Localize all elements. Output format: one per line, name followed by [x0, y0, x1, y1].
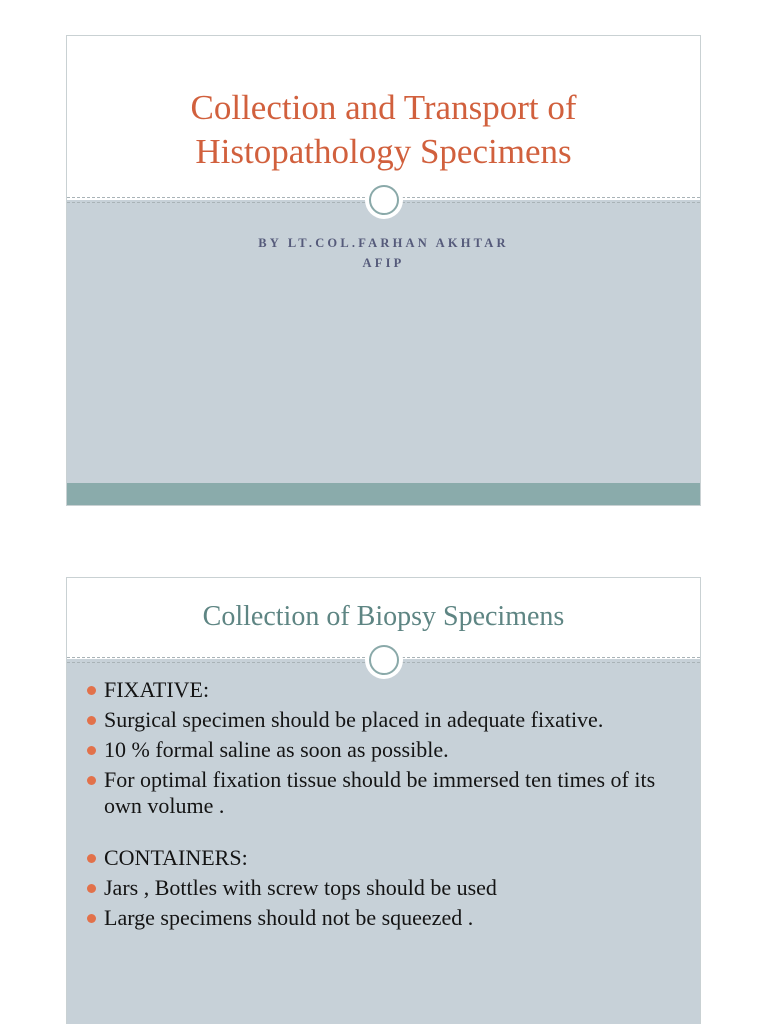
bullet-icon [87, 884, 96, 893]
slide-subtitle [67, 233, 700, 273]
list-item: Surgical specimen should be placed in adequate fixative. [87, 707, 687, 733]
bullet-icon [87, 686, 96, 695]
footer-band [67, 483, 700, 505]
list-item: CONTAINERS: [87, 845, 687, 871]
list-item: For optimal fixation tissue should be immersed ten times of its own volume . [87, 767, 687, 819]
content-slide [66, 577, 701, 1024]
list-item: 10 % formal saline as soon as possible. [87, 737, 687, 763]
title-slide [66, 35, 701, 506]
list-item: Jars , Bottles with screw tops should be used [87, 875, 687, 901]
author-byline: BY LT.COL.FARHAN AKHTAR [258, 236, 509, 250]
title-line-2: Histopathology Specimens [195, 132, 572, 171]
circle-ornament-icon [365, 181, 403, 219]
list-item: Large specimens should not be squeezed . [87, 905, 687, 931]
author-org: AFIP [362, 256, 405, 270]
slide-title [67, 86, 700, 174]
title-line-1: Collection and Transport of [190, 88, 577, 127]
circle-ornament-icon [365, 641, 403, 679]
list-spacer [87, 823, 687, 845]
list-item: FIXATIVE: [87, 677, 687, 703]
bullet-icon [87, 746, 96, 755]
bullet-icon [87, 776, 96, 785]
slide-header [67, 36, 700, 200]
slide-title: Collection of Biopsy Specimens [202, 601, 565, 632]
bullet-icon [87, 854, 96, 863]
bullet-list [87, 677, 687, 935]
bullet-icon [87, 914, 96, 923]
bullet-icon [87, 716, 96, 725]
